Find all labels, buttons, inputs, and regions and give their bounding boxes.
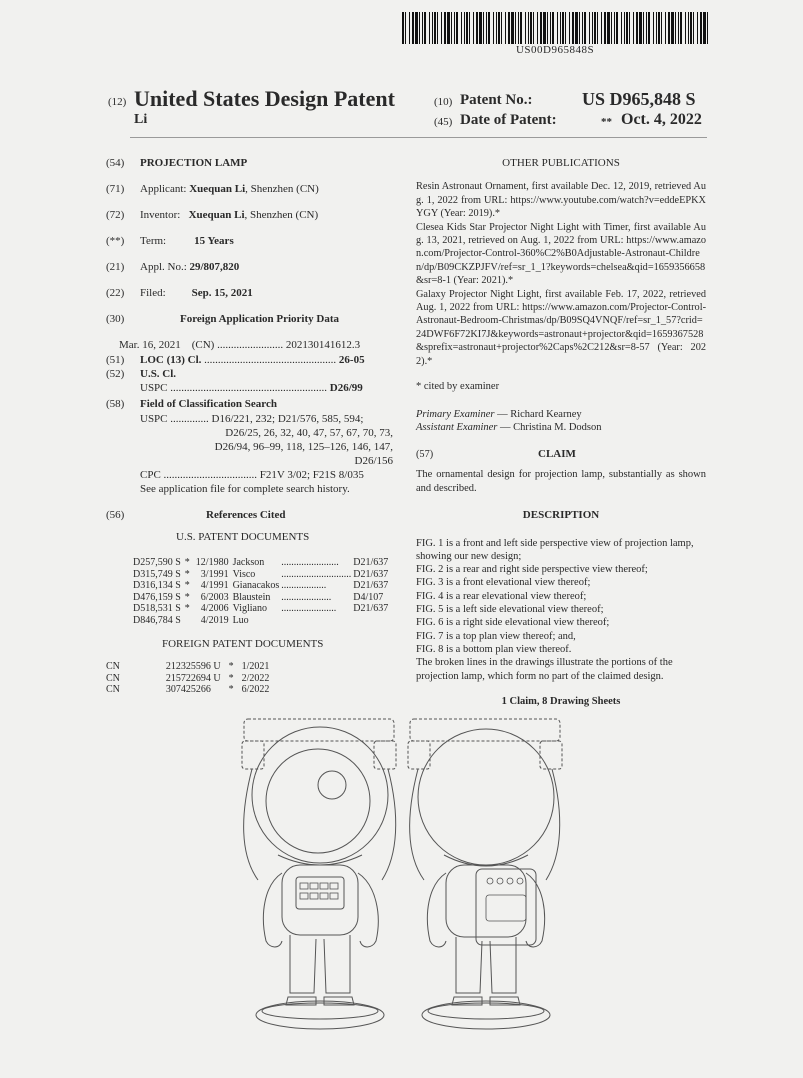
field-51: (51) LOC (13) Cl. ................................................ 26-05 — [106, 354, 365, 366]
cited-note: * cited by examiner — [416, 381, 500, 393]
barcode-bar — [543, 12, 546, 44]
table-cell: Vigliano — [232, 603, 267, 615]
inventor-surname: Li — [134, 112, 148, 127]
field-22: (22) Filed: Sep. 15, 2021 — [106, 287, 253, 299]
description-line: FIG. 7 is a top plan view thereof; and, — [416, 630, 576, 642]
barcode-bar — [575, 12, 578, 44]
table-cell: Luo — [232, 614, 249, 626]
table-row — [133, 603, 388, 615]
other-publications-title: OTHER PUBLICATIONS — [502, 157, 620, 169]
table-cell — [353, 615, 388, 627]
table-row — [106, 684, 269, 696]
barcode-bar — [493, 12, 494, 44]
table-cell: D476,159 S — [133, 591, 181, 603]
priority-row: Mar. 16, 2021 (CN) ........................ 202130141612.3 — [119, 339, 361, 351]
publication-entry: Clesea Kids Star Projector Night Light with Timer, first available Aug. 13, 2021, retrieved on Aug. 1, 2022 from URL: https://www.amazon.com/Projector-Control-360%C2%B0Adjustable-Astronaut-Children/dp/B09CKZPJFV/ref=sr_1_1?keywords=chelsea&qid=1659356658&sr=8-1 (Year: 2021).* — [416, 221, 706, 287]
table-row — [133, 580, 388, 592]
barcode-bar — [466, 12, 468, 44]
foreign-docs-table — [106, 661, 269, 696]
barcode-bar — [461, 12, 462, 44]
publication-entry: Resin Astronaut Ornament, first available Dec. 12, 2019, retrieved Aug. 1, 2022 from URL: https://www.youtube.com/watch?v=eddeEPKXYGY (Year: 2019).* — [416, 181, 706, 220]
table-cell: CN — [106, 661, 120, 672]
table-cell: 4/2006 — [200, 603, 229, 615]
barcode-bar — [537, 12, 538, 44]
barcode-bar — [464, 12, 465, 44]
barcode-bar — [621, 12, 622, 44]
us-docs-table — [133, 557, 388, 627]
field-72: (72) Inventor: Xuequan Li, Shenzhen (CN) — [106, 209, 319, 221]
table-cell: D4/107 — [353, 591, 384, 603]
description-line: FIG. 4 is a rear elevational view thereof; — [416, 590, 587, 602]
table-cell: .................... — [281, 591, 332, 603]
table-cell: D518,531 S — [133, 603, 181, 615]
barcode-bar — [700, 12, 702, 44]
us-docs-title: U.S. PATENT DOCUMENTS — [176, 531, 310, 543]
title: PROJECTION LAMP — [140, 157, 248, 169]
table-cell: D316,134 S — [133, 580, 181, 592]
barcode-bar — [508, 12, 510, 44]
term-value: 15 Years — [194, 235, 234, 247]
field-71: (71) Applicant: Xuequan Li, Shenzhen (CN) — [106, 183, 319, 195]
barcode-bar — [476, 12, 478, 44]
barcode-bar — [422, 12, 423, 44]
barcode-bar — [572, 12, 574, 44]
barcode-bar — [680, 12, 682, 44]
barcode-bar — [594, 12, 596, 44]
barcode-bar — [601, 12, 602, 44]
description-line: FIG. 2 is a rear and right side perspective view thereof; — [416, 564, 648, 576]
table-cell: * — [228, 684, 234, 696]
barcode-bar — [626, 12, 628, 44]
field-term: (**) Term: 15 Years — [106, 235, 234, 247]
barcode-bar — [671, 12, 674, 44]
table-cell: D21/637 — [353, 568, 389, 580]
astronaut-drawing — [200, 705, 603, 1035]
table-cell: 6/2022 — [241, 684, 270, 696]
table-cell: Visco — [232, 568, 256, 580]
table-cell: * — [184, 580, 190, 592]
barcode-bar — [441, 12, 442, 44]
patent-no-label: Patent No.: — [460, 92, 533, 108]
barcode-bar — [569, 12, 570, 44]
barcode-bar — [592, 12, 593, 44]
code-10: (10) — [434, 96, 453, 108]
description-line: FIG. 1 is a front and left side perspective view of projection lamp, showing our new design; — [416, 537, 694, 562]
barcode-bar — [661, 12, 662, 44]
barcode-bar — [498, 12, 500, 44]
table-cell: 3/1991 — [200, 568, 229, 580]
barcode-bar — [488, 12, 490, 44]
table-cell: 215722694 U — [165, 672, 221, 684]
barcode-bar — [690, 12, 692, 44]
table-cell: 307425266 — [165, 684, 211, 696]
barcode-bar — [550, 12, 551, 44]
barcode-bar — [607, 12, 610, 44]
barcode-bar — [437, 12, 438, 44]
description-line: FIG. 3 is a front elevational view thereof; — [416, 577, 591, 589]
table-cell: * — [184, 568, 190, 580]
barcode-bar — [511, 12, 514, 44]
inventor-name: Xuequan Li — [188, 209, 245, 221]
claim-heading: (57) CLAIM — [416, 448, 576, 461]
barcode-bar — [473, 12, 474, 44]
table-cell: * — [228, 672, 234, 684]
barcode-bar — [629, 12, 630, 44]
filed-date: Sep. 15, 2021 — [191, 287, 253, 299]
barcode-bar — [515, 12, 516, 44]
table-cell: * — [184, 591, 190, 603]
header-rule — [130, 137, 707, 138]
barcode-bar — [675, 12, 676, 44]
barcode-bar — [658, 12, 660, 44]
code-45: (45) — [434, 116, 453, 128]
table-cell: D315,749 S — [133, 568, 181, 580]
barcode-bar — [496, 12, 497, 44]
claims-summary: 1 Claim, 8 Drawing Sheets — [501, 695, 621, 707]
patent-date: Oct. 4, 2022 — [621, 111, 702, 128]
table-cell: D21/637 — [353, 580, 389, 592]
assistant-examiner: Assistant Examiner — Christina M. Dodson — [416, 421, 602, 433]
description-line: FIG. 6 is a right side elevational view thereof; — [416, 617, 610, 629]
table-cell: Jackson — [232, 557, 265, 568]
barcode-number: US00D965848S — [515, 44, 595, 56]
search-cpc: CPC .................................. F21V 3/02; F21S 8/035 — [140, 469, 364, 481]
date-marker: ** — [601, 116, 612, 128]
table-cell: CN — [106, 684, 120, 696]
table-cell: D257,590 S — [133, 557, 181, 568]
barcode-bar — [528, 12, 529, 44]
document-type: United States Design Patent — [134, 86, 395, 111]
barcode-bar — [639, 12, 642, 44]
barcode-bar — [624, 12, 625, 44]
barcode-bar — [668, 12, 670, 44]
table-cell: 4/2019 — [200, 614, 229, 626]
barcode-bar — [656, 12, 657, 44]
barcode-bar — [636, 12, 638, 44]
barcode-bar — [429, 12, 430, 44]
table-row — [133, 557, 388, 569]
description-list — [416, 537, 706, 683]
uspc-class: D26/99 — [329, 382, 363, 394]
description-line: The broken lines in the drawings illustrate the portions of the projection lamp, which form no part of the claimed design. — [416, 657, 673, 682]
barcode-bar — [405, 12, 406, 44]
barcode-bar — [579, 12, 580, 44]
barcode-bar — [646, 12, 647, 44]
table-cell: 12/1980 — [195, 557, 229, 568]
table-cell: 4/1991 — [200, 580, 229, 592]
barcode-bar — [653, 12, 654, 44]
table-cell: Blaustein — [232, 591, 271, 603]
barcode-bar — [518, 12, 519, 44]
description-title: DESCRIPTION — [522, 509, 600, 522]
table-cell — [281, 615, 353, 627]
barcode — [402, 12, 708, 44]
barcode-bar — [565, 12, 566, 44]
barcode-bar — [614, 12, 615, 44]
barcode-bar — [479, 12, 482, 44]
barcode-bar — [665, 12, 666, 44]
table-row — [106, 661, 269, 673]
field-52: (52) U.S. Cl. — [106, 368, 177, 380]
application-number: 29/807,820 — [189, 261, 240, 273]
barcode-bar — [688, 12, 689, 44]
table-cell: D846,784 S — [133, 614, 181, 626]
table-row — [133, 592, 388, 604]
table-cell: .................. — [281, 580, 327, 592]
uspc-row: USPC ......................................................... D26/99 — [140, 382, 363, 394]
barcode-bar — [456, 12, 458, 44]
publication-list — [416, 180, 706, 368]
date-label: Date of Patent: — [460, 112, 557, 128]
barcode-bar — [415, 12, 418, 44]
barcode-bar — [447, 12, 450, 44]
field-54: (54) PROJECTION LAMP — [106, 157, 248, 169]
description-line: FIG. 8 is a bottom plan view thereof. — [416, 643, 572, 655]
barcode-bar — [707, 12, 708, 44]
barcode-bar — [604, 12, 606, 44]
table-row — [133, 615, 388, 627]
table-cell — [185, 615, 196, 627]
barcode-bar — [678, 12, 679, 44]
table-cell: CN — [106, 672, 120, 684]
barcode-bar — [505, 12, 506, 44]
table-cell: ....................... — [281, 557, 339, 568]
claim-text: The ornamental design for projection lamp, substantially as shown and described. — [416, 469, 706, 494]
barcode-bar — [547, 12, 548, 44]
barcode-bar — [633, 12, 634, 44]
table-cell: ............................ — [281, 568, 352, 580]
barcode-bar — [703, 12, 706, 44]
publications-column — [416, 150, 706, 708]
table-cell: 1/2021 — [241, 661, 270, 672]
barcode-bar — [501, 12, 502, 44]
publication-entry: Galaxy Projector Night Light, first available Feb. 17, 2022, retrieved Aug. 1, 2022 from URL: https://www.amazon.com/Projector-Control-Astronaut-Bedroom-Christmas/dp/B09SQ4VNQF/ref=sr_1_57?crid=24DWF6F72KI7J&keywords=astronaut+projector&qid=1659367528&sprefix=astronaut+projector%2Caps%2C212&sr=8-57 (Year: 2022).* — [416, 288, 706, 367]
barcode-bar — [451, 12, 452, 44]
barcode-bar — [533, 12, 534, 44]
field-30: (30) Foreign Application Priority Data — [106, 313, 339, 325]
barcode-bar — [560, 12, 561, 44]
description-line: FIG. 5 is a left side elevational view thereof; — [416, 604, 604, 616]
barcode-bar — [419, 12, 420, 44]
barcode-bar — [469, 12, 470, 44]
barcode-bar — [552, 12, 554, 44]
barcode-bar — [582, 12, 583, 44]
table-cell: 212325596 U — [165, 661, 221, 672]
table-cell: 2/2022 — [241, 672, 270, 684]
barcode-bar — [424, 12, 426, 44]
primary-examiner: Primary Examiner — Richard Kearney — [416, 408, 582, 420]
barcode-bar — [412, 12, 414, 44]
barcode-bar — [520, 12, 522, 44]
barcode-bar — [643, 12, 644, 44]
applicant-name: Xuequan Li — [189, 183, 246, 195]
barcode-bar — [685, 12, 686, 44]
table-cell: D21/637 — [353, 557, 389, 568]
barcode-bar — [693, 12, 694, 44]
table-row — [133, 569, 388, 581]
table-cell: * — [184, 557, 190, 568]
barcode-bar — [486, 12, 487, 44]
barcode-bar — [597, 12, 598, 44]
table-cell: 6/2003 — [200, 591, 229, 603]
barcode-bar — [611, 12, 612, 44]
barcode-bar — [525, 12, 526, 44]
barcode-bar — [409, 12, 410, 44]
barcode-bar — [589, 12, 590, 44]
barcode-bar — [557, 12, 558, 44]
barcode-bar — [402, 12, 404, 44]
barcode-bar — [530, 12, 532, 44]
rear-view-figure — [408, 719, 562, 1029]
barcode-bar — [616, 12, 618, 44]
table-row — [106, 673, 269, 685]
field-58: (58) Field of Classification Search — [106, 398, 277, 410]
table-cell: Gianacakos — [232, 580, 280, 592]
barcode-bar — [434, 12, 436, 44]
loc-class: 26-05 — [338, 354, 365, 366]
front-view-figure — [242, 719, 396, 1029]
search-uspc: USPC .............. D16/221, 232; D21/576, 585, 594; — [140, 413, 364, 425]
barcode-bar — [432, 12, 433, 44]
barcode-bar — [562, 12, 564, 44]
patent-number: US D965,848 S — [582, 89, 696, 109]
field-56: (56) References Cited — [106, 509, 286, 521]
table-cell: D21/637 — [353, 603, 389, 615]
table-cell: * — [228, 661, 234, 672]
barcode-bar — [454, 12, 455, 44]
search-note: See application file for complete search history. — [140, 483, 350, 495]
barcode-bar — [697, 12, 698, 44]
table-cell: * — [184, 603, 190, 615]
barcode-bar — [540, 12, 542, 44]
barcode-bar — [483, 12, 484, 44]
barcode-bar — [584, 12, 586, 44]
code-12: (12) — [108, 96, 127, 108]
field-21: (21) Appl. No.: 29/807,820 — [106, 261, 240, 273]
foreign-docs-title: FOREIGN PATENT DOCUMENTS — [162, 638, 324, 650]
barcode-bar — [444, 12, 446, 44]
barcode-bar — [648, 12, 650, 44]
table-cell: ...................... — [281, 603, 337, 615]
